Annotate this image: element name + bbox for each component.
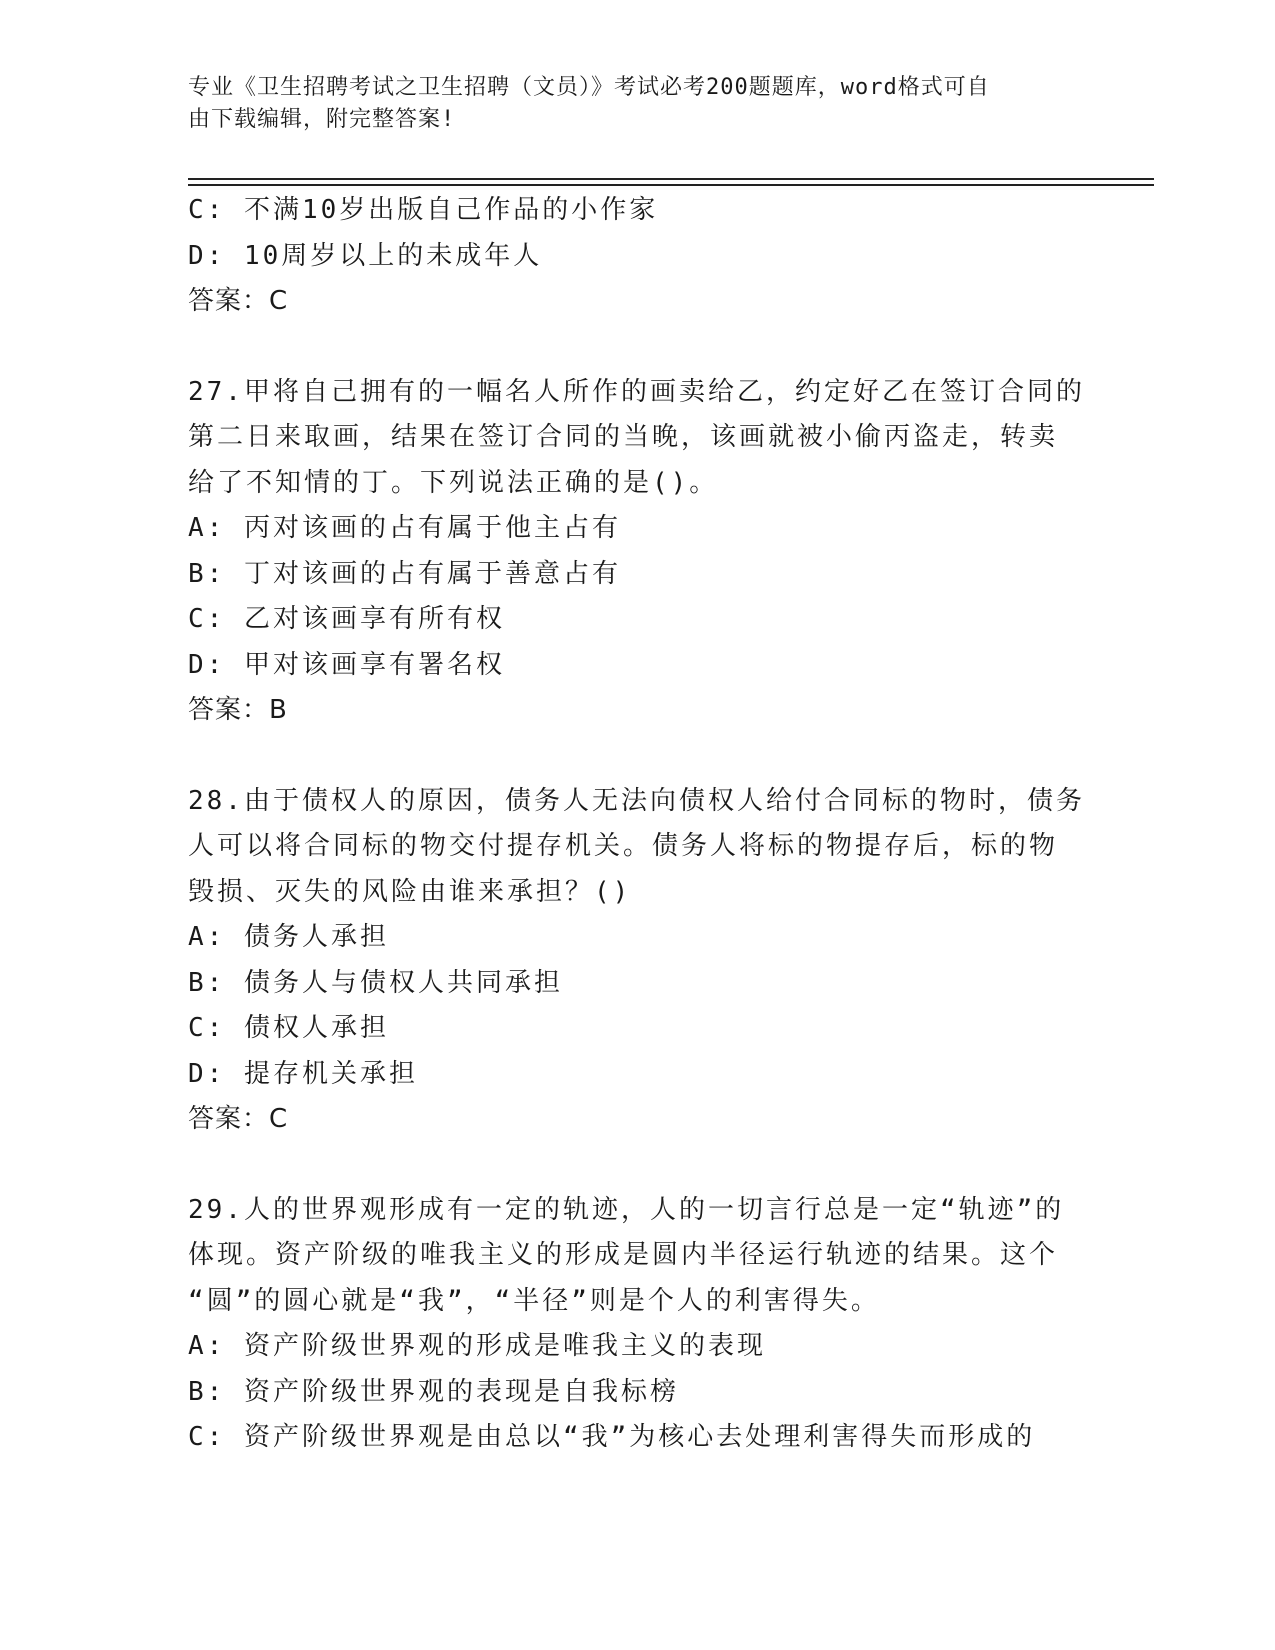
prev-option-d: D: 10周岁以上的未成年人 bbox=[188, 240, 543, 271]
q27-option-b: B: 丁对该画的占有属于善意占有 bbox=[188, 558, 621, 589]
q29-option-c: C: 资产阶级世界观是由总以“我”为核心去处理利害得失而形成的 bbox=[188, 1422, 1036, 1452]
document-header bbox=[188, 72, 1088, 136]
q29-option-a: A: 资产阶级世界观的形成是唯我主义的表现 bbox=[188, 1331, 766, 1361]
q27-option-d: D: 甲对该画享有署名权 bbox=[188, 649, 505, 680]
q28-stem-line: 人可以将合同标的物交付提存机关。债务人将标的物提存后，标的物 bbox=[188, 831, 1059, 861]
header-line-2: 由下载编辑，附完整答案! bbox=[188, 107, 456, 132]
q27-answer: 答案：B bbox=[188, 695, 288, 725]
q28-option-d: D: 提存机关承担 bbox=[188, 1058, 418, 1089]
q27-stem-line: 27.甲将自己拥有的一幅名人所作的画卖给乙，约定好乙在签订合同的 bbox=[188, 376, 1085, 407]
q29-stem-line: 29.人的世界观形成有一定的轨迹，人的一切言行总是一定“轨迹”的 bbox=[188, 1194, 1065, 1225]
q28-stem-line: 毁损、灭失的风险由谁来承担？() bbox=[188, 876, 632, 907]
q28-option-c: C: 债权人承担 bbox=[188, 1013, 389, 1043]
q28-answer: 答案：C bbox=[188, 1104, 289, 1134]
q29-stem-line: “圆”的圆心就是“我”，“半径”则是个人的利害得失。 bbox=[188, 1285, 880, 1316]
header-line-1: 专业《卫生招聘考试之卫生招聘（文员）》考试必考200题题库，word格式可自 bbox=[188, 75, 990, 100]
prev-answer: 答案：C bbox=[188, 286, 289, 316]
prev-option-c: C: 不满10岁出版自己作品的小作家 bbox=[188, 195, 659, 225]
question-content bbox=[188, 188, 1088, 1461]
q28-option-b: B: 债务人与债权人共同承担 bbox=[188, 967, 563, 998]
q28-stem-line: 28.由于债权人的原因，债务人无法向债权人给付合同标的物时，债务 bbox=[188, 785, 1085, 816]
q27-stem-line: 给了不知情的丁。下列说法正确的是()。 bbox=[188, 467, 719, 498]
header-divider-top bbox=[188, 178, 1154, 180]
q29-option-b: B: 资产阶级世界观的表现是自我标榜 bbox=[188, 1376, 679, 1407]
q29-stem-line: 体现。资产阶级的唯我主义的形成是圆内半径运行轨迹的结果。这个 bbox=[188, 1240, 1059, 1270]
q27-option-a: A: 丙对该画的占有属于他主占有 bbox=[188, 513, 621, 543]
q27-option-c: C: 乙对该画享有所有权 bbox=[188, 604, 505, 634]
q28-option-a: A: 债务人承担 bbox=[188, 922, 389, 952]
q27-stem-line: 第二日来取画，结果在签订合同的当晚，该画就被小偷丙盗走，转卖 bbox=[188, 422, 1059, 452]
header-divider-bottom bbox=[188, 184, 1154, 186]
